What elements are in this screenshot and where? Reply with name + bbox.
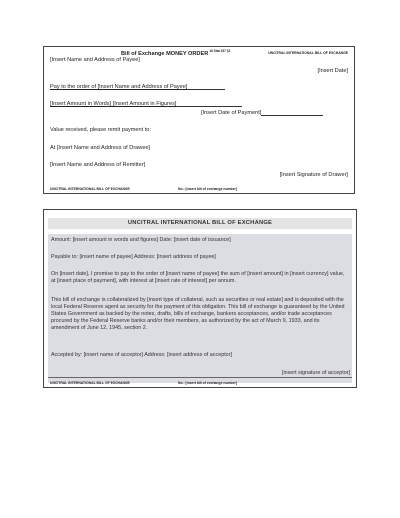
amount-text: [Insert Amount in Words] [Insert Amount in Figures]	[50, 101, 177, 107]
date-line: [Insert Date]	[317, 68, 348, 74]
acceptor-signature-line: [insert signature of acceptor]	[281, 370, 350, 376]
bill-of-exchange-form	[43, 209, 357, 388]
bill-promise-paragraph: On [insert date], I promise to pay to the order of [insert name of payee] the sum of [insert amount] in [insert currency] value, at [insert place of payment], with interest at [insert rate of interest] per annum.	[51, 271, 345, 284]
money-order-header-right: UNCITRAL INTERNATIONAL BILL OF EXCHANGE	[268, 51, 348, 55]
bill-footer-number: No.: [insert bill of exchange number]	[178, 381, 237, 385]
bill-accepted-line: Accepted by: [insert name of acceptor] Address: [insert address of acceptor]	[51, 352, 232, 358]
payee-line: [Insert Name and Address of Payee]	[50, 57, 140, 63]
remitter-line: [Insert Name and Address of Remitter]	[50, 162, 146, 168]
money-order-footer-number: No.: [insert bill of exchange number]	[178, 187, 237, 191]
amount-blank	[176, 106, 242, 107]
value-received-line: Value received, please remit payment to:	[50, 127, 151, 133]
pay-order-blank	[187, 89, 225, 90]
bill-footer-left: UNCITRAL INTERNATIONAL BILL OF EXCHANGE	[50, 381, 130, 385]
money-order-title: Bill of Exchange MONEY $ORDER^{16 Stat 237 \S 2}$	[121, 49, 231, 57]
bill-amount-line: Amount: [insert amount in words and figures] Date: [insert date of issuance]	[51, 237, 231, 243]
bill-footer-rule	[48, 377, 352, 378]
bill-payable-line: Payable to: [insert name of payee] Address: [insert address of payee]	[51, 254, 216, 260]
bill-title: UNCITRAL INTERNATIONAL BILL OF EXCHANGE	[48, 218, 352, 229]
money-order-form	[43, 46, 355, 194]
drawee-line: At [Insert Name and Address of Drawee]	[50, 145, 151, 151]
drawer-signature-line: [Insert Signature of Drawer]	[279, 172, 348, 178]
money-order-title-ref: 16 Stat 237 §2	[209, 49, 231, 53]
pay-order-text: Pay to the order of [Insert Name and Address of Payee]	[50, 84, 188, 90]
bill-collateral-paragraph: This bill of exchange is collateralized by [insert type of collateral, such as securities or real estate] and is deposited with the local Federal Reserve agent as security for the payment of this obligation. This bill of exchange is guaranteed by the United States Government as backed by the notes, drafts, bills of exchange, bankers acceptances, and/or trade acceptances procured by the Federal Reserve banks and/or their members, as authorized by the act of March 9, 1933, and its amendment of June 12, 1945, section 2.	[51, 297, 345, 331]
money-order-footer-left: UNCITRAL INTERNATIONAL BILL OF EXCHANGE	[50, 187, 130, 191]
payment-date-text: [Insert Date of Payment]	[201, 110, 262, 116]
amount-line	[50, 101, 242, 107]
pay-order-line	[50, 84, 225, 90]
payment-date-blank	[261, 115, 323, 116]
payment-date-line	[201, 110, 323, 116]
